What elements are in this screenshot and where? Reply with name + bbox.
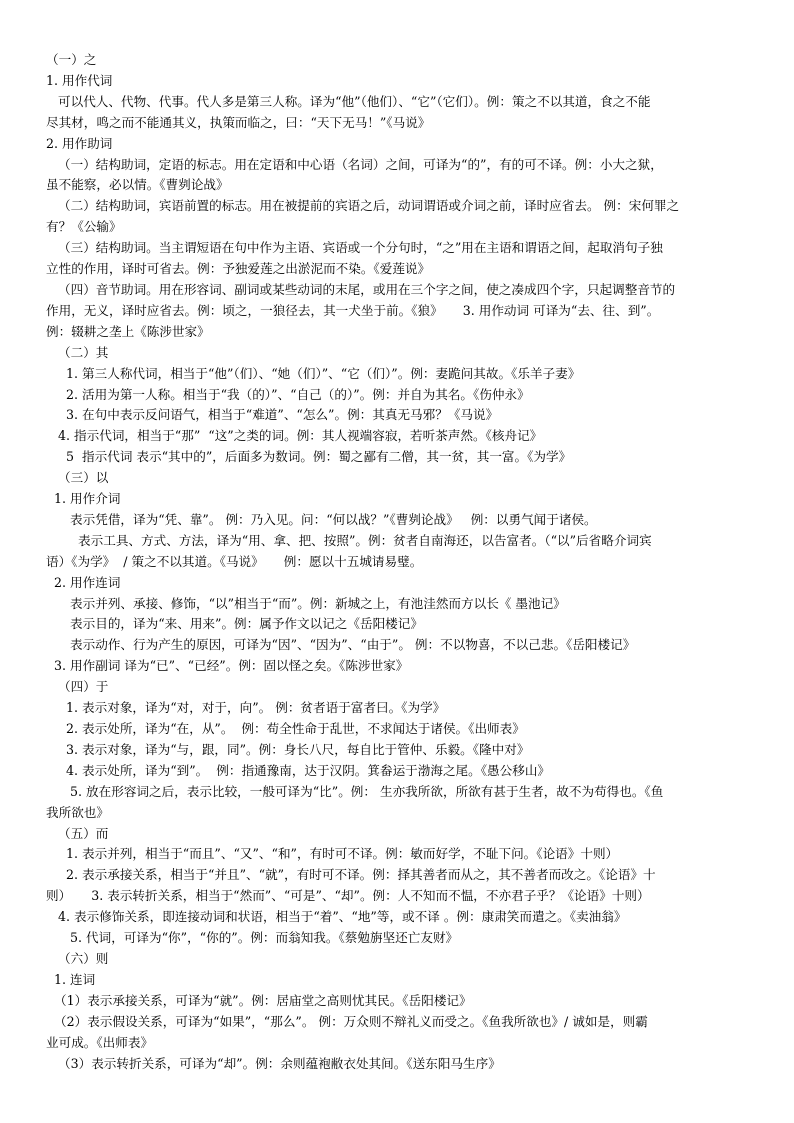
- text-line: 表示动作、行为产生的原因，可译为“因”、“因为”、“由于”。 例：不以物喜，不以己悲。《岳阳楼记》: [46, 637, 636, 653]
- text-line: （四）音节助词。用在形容词、副词或某些动词的末尾，或用在三个字之间，使之凑成四个字，只起调整音节的: [46, 281, 676, 297]
- text-line: 5. 放在形容词之后，表示比较，一般可译为“比”。例： 生亦我所欲，所欲有甚于生者，故不为苟得也。《鱼: [46, 783, 664, 799]
- text-line: 1. 用作介词: [46, 491, 121, 507]
- text-line: （四）于: [46, 679, 109, 695]
- text-line: 2. 用作连词: [46, 574, 121, 590]
- text-line: （三）以: [46, 470, 109, 486]
- text-line: 5. 代词，可译为“你”，“你的”。例：而翁知我。《蔡勉旃坚还亡友财》: [46, 930, 459, 946]
- text-line: 2. 表示承接关系，相当于“并且”、“就”，有时可不译。例：择其善者而从之，其不善者而改之。《论语》十: [46, 867, 656, 883]
- text-line: 5 指示代词 表示“其中的”，后面多为数词。例：蜀之鄙有二僧，其一贫，其一富。《为学》: [46, 449, 572, 465]
- text-line: 2. 活用为第一人称。相当于“我（的）”、“自己（的）”。例：并自为其名。《伤仲永》: [46, 386, 530, 402]
- text-line: （2）表示假设关系，可译为“如果”，“那么”。 例：万众则不辩礼义而受之。《鱼我所欲也》/ 诚如是，则霸: [46, 1013, 648, 1029]
- text-line: 3. 表示对象，译为“与，跟，同”。例：身长八尺，每自比于管仲、乐毅。《隆中对》: [46, 741, 530, 757]
- text-line: 作用，无义，译时应省去。例：顷之，一狼径去，其一犬坐于前。《狼》 3. 用作动词 可译为“去、往、到”。: [46, 302, 660, 318]
- text-line: 2. 用作助词: [46, 135, 113, 151]
- text-line: 表示目的，译为“来、用来”。例：属予作文以记之《岳阳楼记》: [46, 616, 423, 632]
- text-line: 1. 用作代词: [46, 72, 113, 88]
- text-line: 有？《公输》: [46, 219, 122, 235]
- text-line: 业可成。《出师表》: [46, 1034, 154, 1050]
- text-line: （一）结构助词，定语的标志。用在定语和中心语（名词）之间，可译为“的”，有的可不译。例：小大之狱，: [46, 156, 663, 172]
- text-line: （1）表示承接关系，可译为“就”。例：居庙堂之高则忧其民。《岳阳楼记》: [46, 992, 472, 1008]
- text-line: 例：辍耕之垄上《陈涉世家》: [46, 323, 210, 339]
- text-line: （五）而: [46, 825, 109, 841]
- text-line: 表示工具、方式、方法，译为“用、拿、把、按照”。例：贫者自南海还，以告富者。（“以”后省略介词宾: [46, 532, 652, 548]
- text-line: 3. 在句中表示反问语气，相当于“难道”、“怎么”。例：其真无马邪？《马说》: [46, 407, 499, 423]
- text-line: 2. 表示处所，译为“在，从”。 例：苟全性命于乱世，不求闻达于诸侯。《出师表》: [46, 721, 525, 736]
- text-line: （3）表示转折关系，可译为“却”。例：余则蕴袍敝衣处其间。《送东阳马生序》: [46, 1055, 501, 1071]
- text-line: 尽其材，鸣之而不能通其义，执策而临之，曰：“天下无马！”《马说》: [46, 114, 431, 130]
- text-line: 4. 指示代词，相当于“那” “这”之类的词。例：其人视端容寂，若听茶声然。《核舟记》: [46, 428, 543, 444]
- text-line: 表示凭借，译为“凭、靠”。 例：乃入见。问：“何以战？”《曹刿论战》 例：以勇气闻于诸侯。: [46, 511, 597, 527]
- text-line: （一）之: [46, 52, 97, 67]
- text-line: 1. 表示对象，译为“对，对于，向”。 例：贫者语于富者曰。《为学》: [46, 700, 446, 716]
- document-body: [46, 50, 754, 1074]
- text-line: 4. 表示处所，译为“到”。 例：指通豫南，达于汉阴。箕畚运于渤海之尾。《愚公移山》: [46, 762, 551, 778]
- text-line: 3. 用作副词 译为“已”、“已经”。例：固以怪之矣。《陈涉世家》: [46, 658, 409, 674]
- text-line: 4. 表示修饰关系，即连接动词和状语，相当于“着”、“地”等，或不译 。例：康肃笑而遣之。《卖油翁》: [46, 909, 627, 925]
- text-line: 表示并列、承接、修饰，“以”相当于“而”。例：新城之上，有池洼然而方以长《 墨池记》: [46, 595, 566, 611]
- text-line: 1. 连词: [46, 971, 96, 987]
- text-line: 1. 第三人称代词，相当于“他”（们）、“她（们）”、“它（们）”。例：妻跪问其故。《乐羊子妻》: [46, 365, 581, 381]
- text-line: 虽不能察，必以情。《曹刿论战》: [46, 177, 229, 193]
- text-line: 语）《为学》 / 策之不以其道。《马说》 例：愿以十五城请易璧。: [46, 553, 423, 569]
- text-line: （二）其: [46, 344, 109, 360]
- text-line: （三）结构助词。当主谓短语在句中作为主语、宾语或一个分句时，“之”用在主语和谓语之间，起取消句子独: [46, 240, 663, 256]
- text-line: （六）则: [46, 950, 109, 966]
- text-line: 立性的作用，译时可省去。例：予独爱莲之出淤泥而不染。《爱莲说》: [46, 261, 431, 277]
- text-line: 我所欲也》: [46, 804, 109, 820]
- text-line: 可以代人、代物、代事。代人多是第三人称。译为“他”（他们）、“它”（它们）。例：策之不以其道，食之不能: [46, 93, 651, 109]
- text-line: 1. 表示并列，相当于“而且”、“又”、“和”，有时可不译。例：敏而好学，不耻下问。《论语》十则）: [46, 846, 619, 862]
- text-line: 则） 3. 表示转折关系，相当于“然而”、“可是”、“却”。例：人不知而不愠，不亦君子乎？《论语》十则）: [46, 888, 650, 904]
- text-line: （二）结构助词，宾语前置的标志。用在被提前的宾语之后，动词谓语或介词之前，译时应省去。 例：宋何罪之: [46, 198, 680, 214]
